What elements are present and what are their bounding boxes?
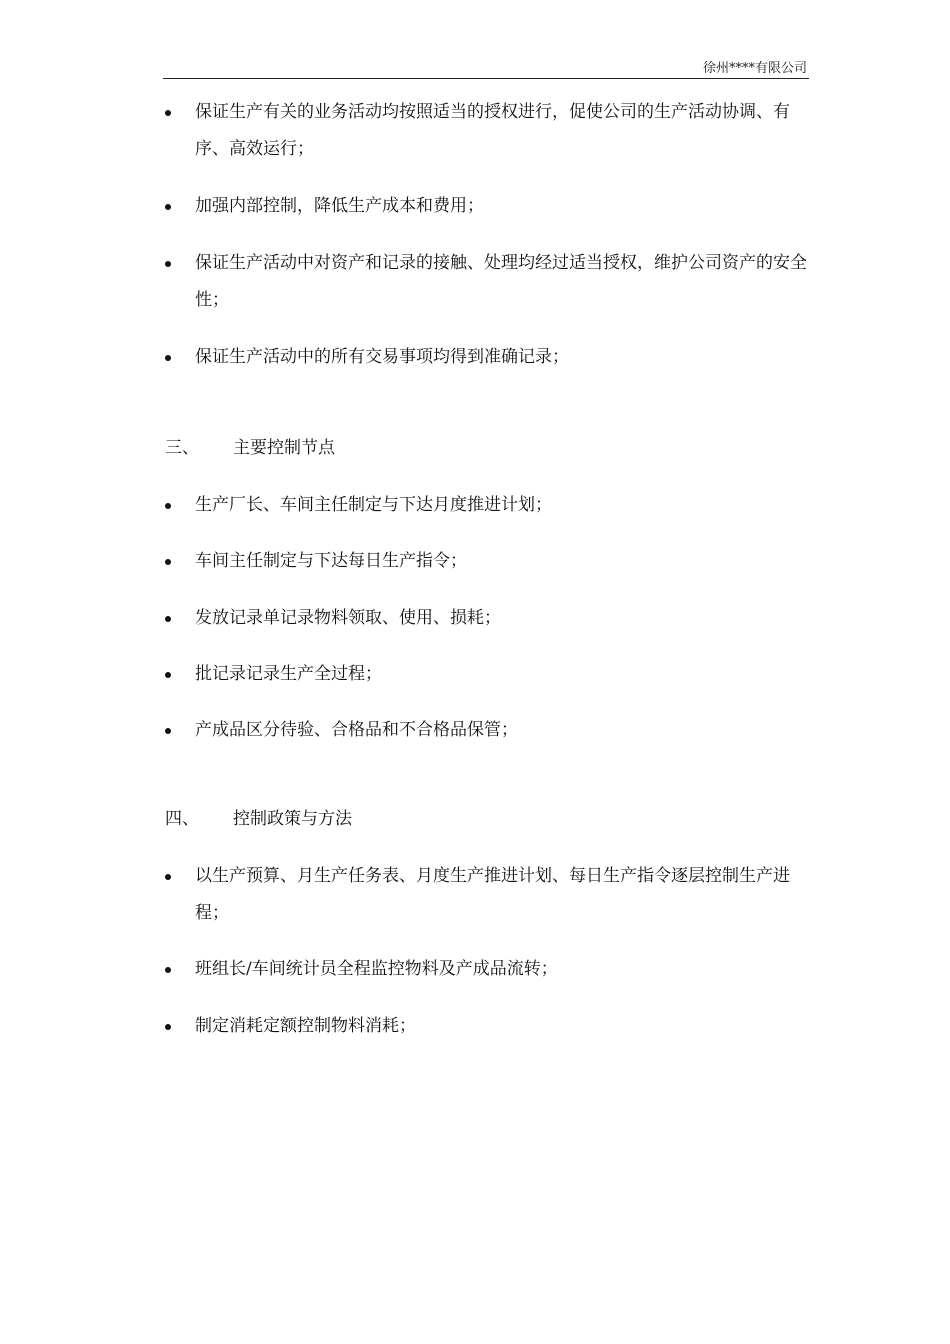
list-item — [165, 951, 815, 988]
bullet-icon — [165, 616, 171, 622]
list-item-text: 车间主任制定与下达每日生产指令； — [195, 551, 467, 571]
list-item-text: 发放记录单记录物料领取、使用、损耗； — [195, 608, 501, 628]
bullet-icon — [165, 728, 171, 734]
bullet-icon — [165, 967, 171, 973]
list-item-text: 保证生产活动中的所有交易事项均得到准确记录； — [195, 347, 569, 367]
page-header — [163, 60, 809, 79]
list-item — [165, 1008, 815, 1045]
list-item-text: 班组长/车间统计员全程监控物料及产成品流转； — [195, 959, 558, 979]
list-item-text: 以生产预算、月生产任务表、月度生产推进计划、每日生产指令逐层控制生产进程； — [195, 866, 790, 923]
list-item — [165, 94, 815, 168]
list-item-text: 保证生产活动中对资产和记录的接触、处理均经过适当授权，维护公司资产的安全性； — [195, 253, 807, 310]
bullet-icon — [165, 204, 171, 210]
section-number: 四、 — [165, 809, 199, 829]
bullet-icon — [165, 503, 171, 509]
list-item-text: 制定消耗定额控制物料消耗； — [195, 1016, 416, 1036]
section-heading-4 — [165, 805, 352, 833]
bullet-icon — [165, 110, 171, 116]
bullet-icon — [165, 1024, 171, 1030]
list-item — [165, 487, 815, 524]
section-title: 主要控制节点 — [233, 438, 335, 458]
bullet-icon — [165, 559, 171, 565]
list-item-text: 生产厂长、车间主任制定与下达月度推进计划； — [195, 495, 552, 515]
list-item — [165, 339, 815, 376]
section-title: 控制政策与方法 — [233, 809, 352, 829]
list-item — [165, 188, 815, 225]
list-item-text: 加强内部控制，降低生产成本和费用； — [195, 196, 484, 216]
section-number: 三、 — [165, 438, 199, 458]
list-item-text: 批记录记录生产全过程； — [195, 664, 382, 684]
list-item — [165, 245, 815, 319]
list-item — [165, 600, 815, 637]
bullet-icon — [165, 261, 171, 267]
list-item — [165, 656, 815, 693]
bullet-icon — [165, 874, 171, 880]
list-item — [165, 712, 815, 749]
bullet-icon — [165, 672, 171, 678]
list-item — [165, 543, 815, 580]
list-item — [165, 858, 815, 932]
section-heading-3 — [165, 434, 335, 462]
list-item-text: 保证生产有关的业务活动均按照适当的授权进行，促使公司的生产活动协调、有序、高效运行； — [195, 102, 790, 159]
header-company-name: 徐州****有限公司 — [702, 61, 807, 76]
bullet-icon — [165, 355, 171, 361]
list-item-text: 产成品区分待验、合格品和不合格品保管； — [195, 720, 518, 740]
